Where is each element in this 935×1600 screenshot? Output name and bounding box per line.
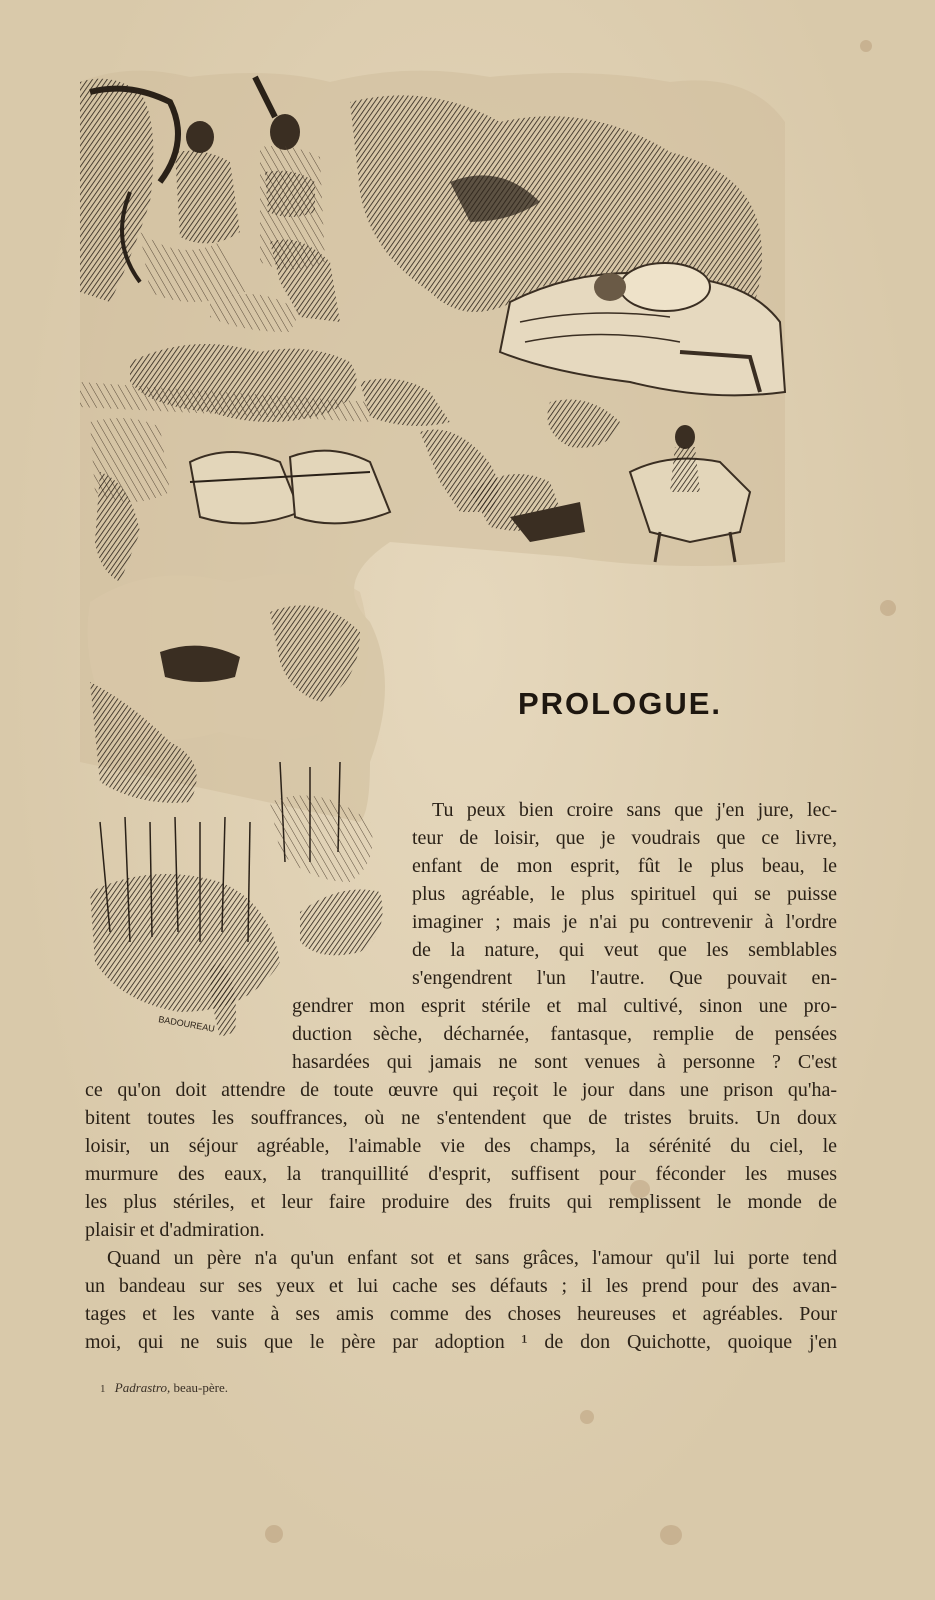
text-line: duction sèche, décharnée, fantasque, remplie de pensées — [292, 1023, 837, 1045]
text-line: loisir, un séjour agréable, l'aimable vie des champs, la sérénité du ciel, le — [85, 1135, 837, 1157]
text-line: les plus stériles, et leur faire produire des fruits qui remplissent le monde de — [85, 1191, 837, 1213]
footnote-marker: 1 — [100, 1383, 106, 1395]
text-line: tages et les vante à ses amis comme des choses heureuses et agréables. Pour — [85, 1303, 837, 1325]
text-line: s'engendrent l'un l'autre. Que pouvait en- — [412, 967, 837, 989]
text-line: murmure des eaux, la tranquillité d'esprit, suffisent pour féconder les muses — [85, 1163, 837, 1185]
footnote-term: Padrastro, — [114, 1380, 171, 1395]
text-line: enfant de mon esprit, fût le plus beau, le — [412, 855, 837, 877]
text-line: de la nature, qui veut que les semblables — [412, 939, 837, 961]
text-line: plus agréable, le plus spirituel qui se puisse — [412, 883, 837, 905]
text-line: plaisir et d'admiration. — [85, 1219, 265, 1241]
text-line: Tu peux bien croire sans que j'en jure, lec- — [432, 799, 837, 821]
text-line: ce qu'on doit attendre de toute œuvre qui reçoit le jour dans une prison qu'ha- — [85, 1079, 837, 1101]
text-line: imaginer ; mais je n'ai pu contrevenir à l'ordre — [412, 911, 837, 933]
text-line: bitent toutes les souffrances, où ne s'entendent que de tristes bruits. Un doux — [85, 1107, 837, 1129]
text-line: Quand un père n'a qu'un enfant sot et sans grâces, l'amour qu'il lui porte tend — [107, 1247, 837, 1269]
footnote-definition: beau-père. — [173, 1380, 228, 1395]
text-line: gendrer mon esprit stérile et mal cultivé, sinon une pro- — [292, 995, 837, 1017]
text-line: moi, qui ne suis que le père par adoption ¹ de don Quichotte, quoique j'en — [85, 1331, 837, 1353]
chapter-title: PROLOGUE. — [517, 686, 722, 721]
text-line: un bandeau sur ses yeux et lui cache ses défauts ; il les prend pour des avan- — [85, 1275, 837, 1297]
text-line: teur de loisir, que je voudrais que ce livre, — [412, 827, 837, 849]
text-line: hasardées qui jamais ne sont venues à personne ? C'est — [292, 1051, 837, 1073]
illustrator-signature: BADOUREAU — [157, 1014, 216, 1034]
footnote — [100, 1380, 228, 1396]
